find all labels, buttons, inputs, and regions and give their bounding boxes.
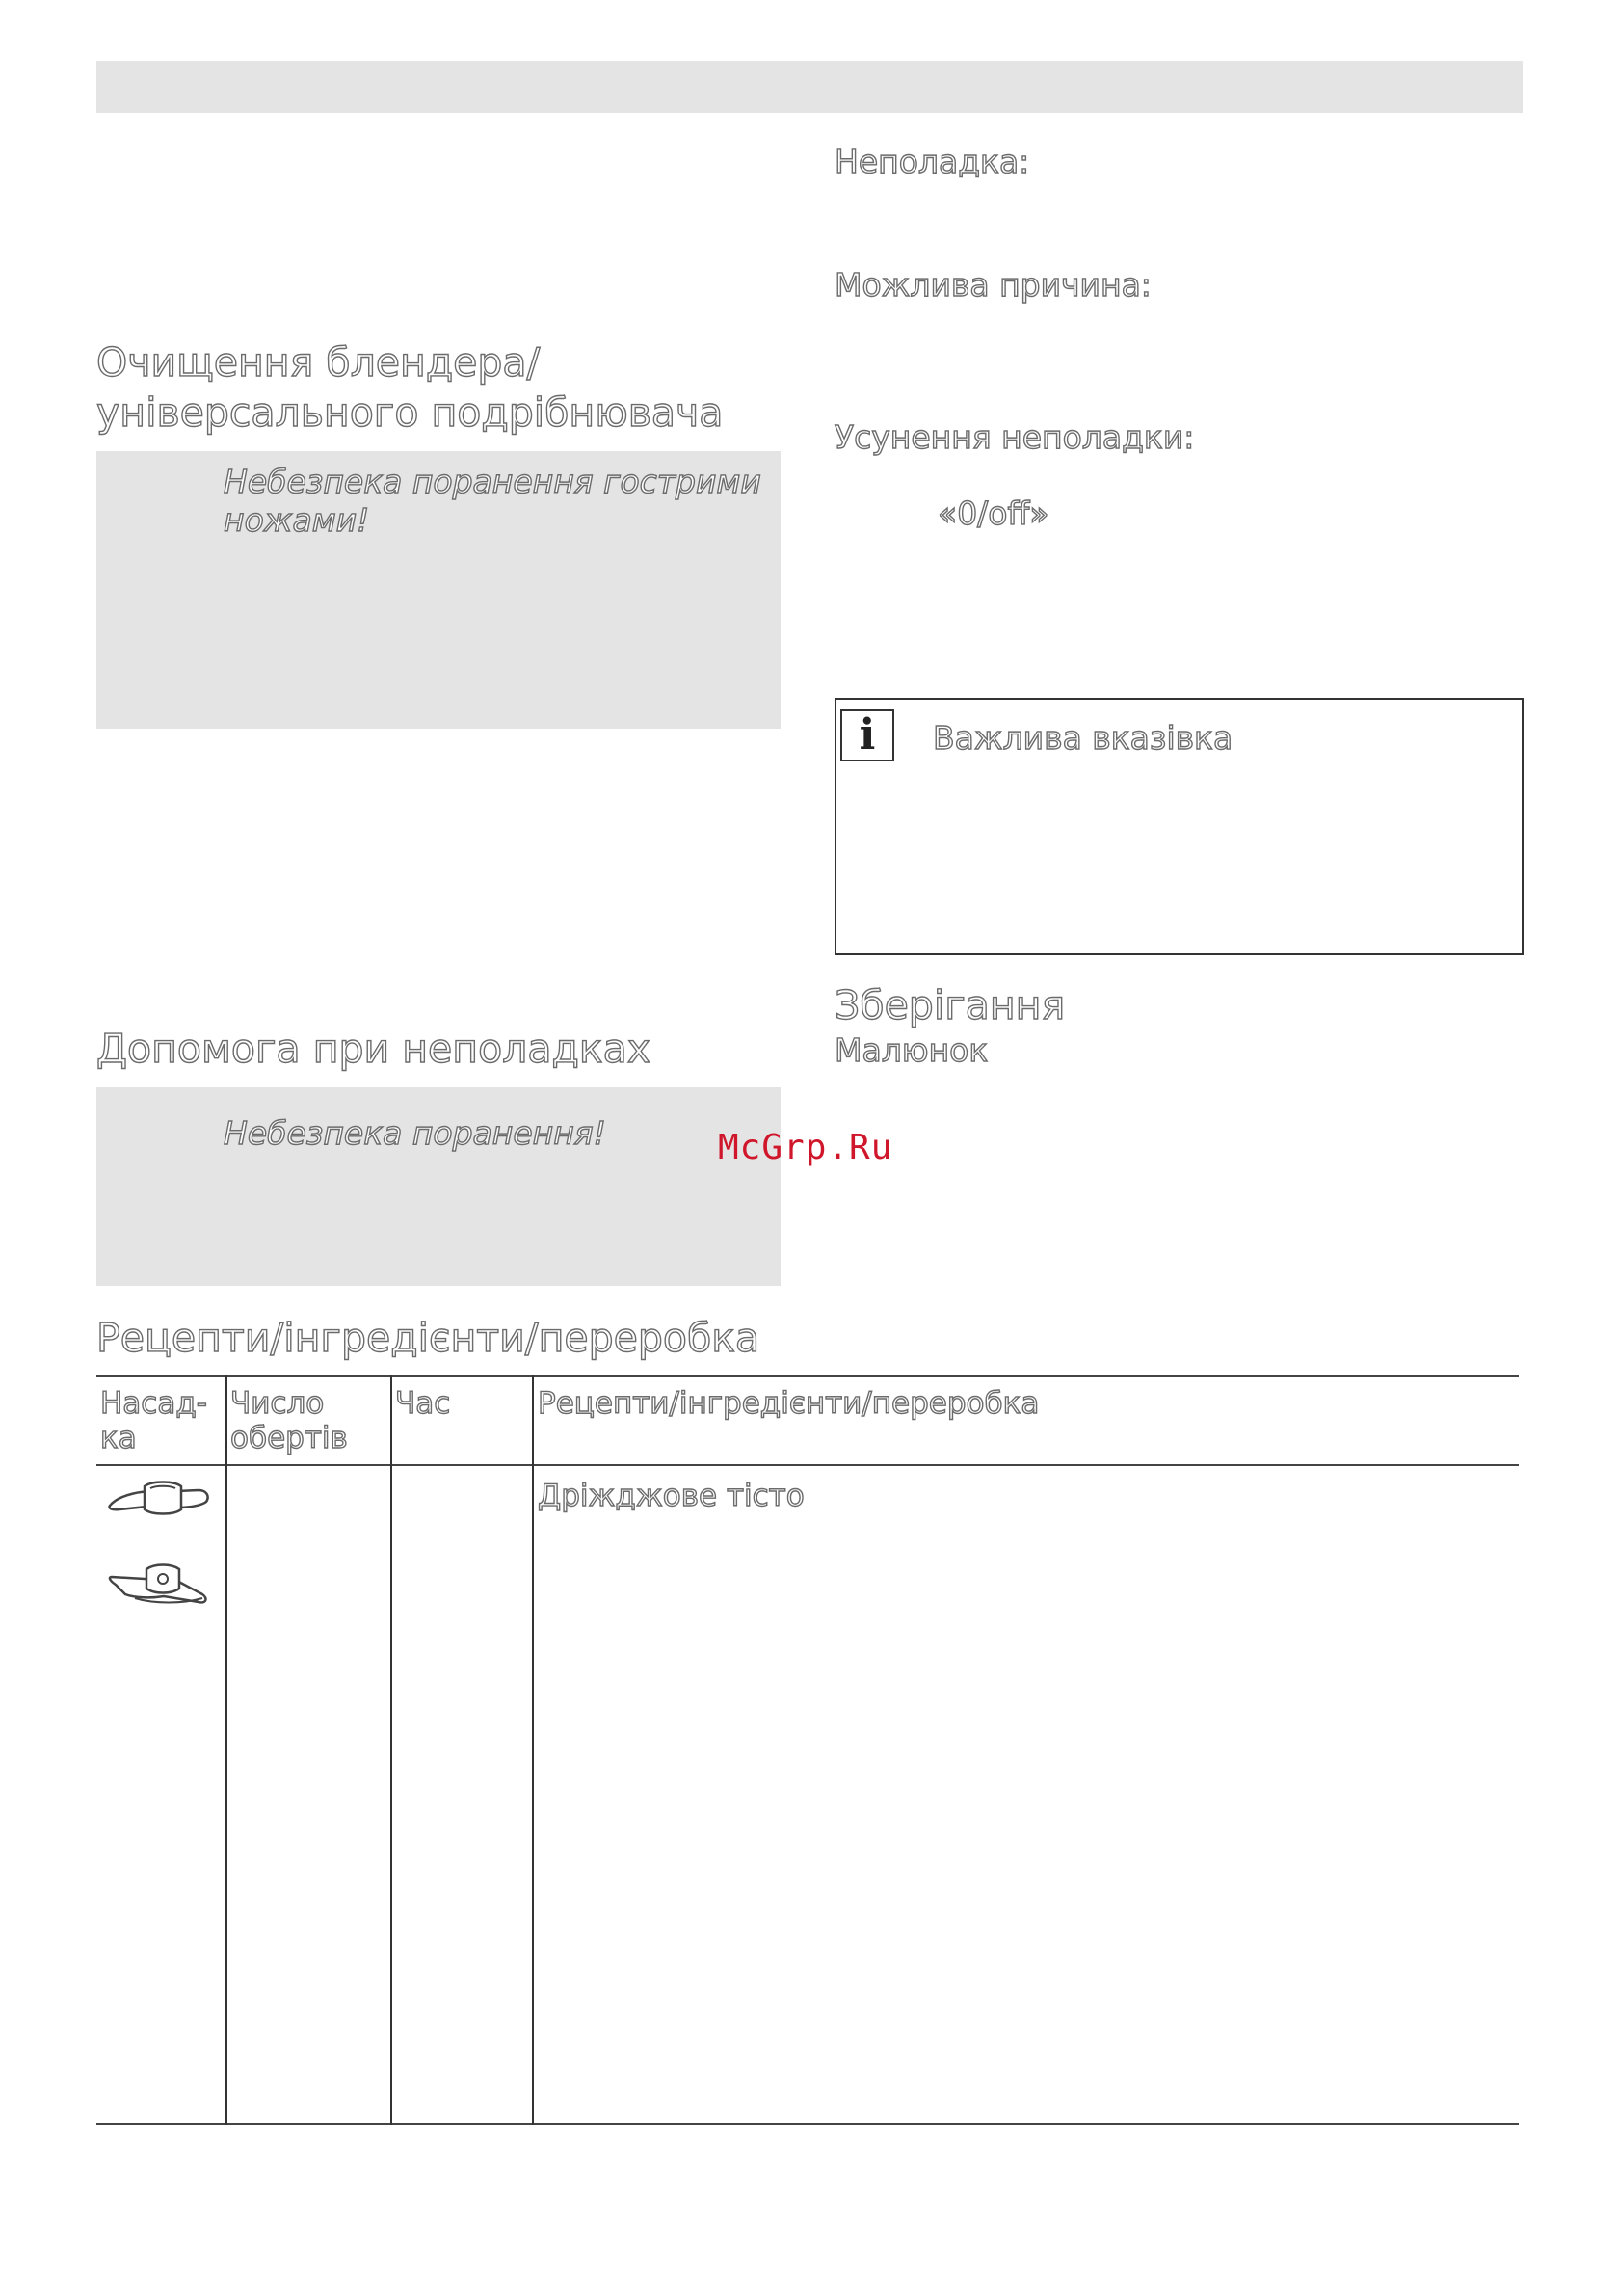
table-bottom-rule <box>96 2123 1519 2125</box>
important-note-box <box>835 698 1524 955</box>
fix-label: Усунення неполадки: <box>835 418 1195 456</box>
cleaning-warning-text <box>224 463 761 540</box>
watermark: McGrp.Ru <box>718 1128 893 1167</box>
cleaning-heading <box>96 337 723 438</box>
kneading-hook-icon <box>106 1560 212 1610</box>
recipe-cell: Дріжджове тісто <box>538 1479 805 1513</box>
column-header-time: Час <box>395 1386 451 1421</box>
cleaning-heading-line2: універсального подрібнювача <box>96 389 724 436</box>
info-icon: i <box>840 709 894 761</box>
cleaning-warning-box <box>96 451 781 729</box>
dough-hook-icon <box>106 1477 212 1521</box>
column-header-attachment-line1: Насад- <box>100 1386 207 1421</box>
table-col-divider-2 <box>390 1375 392 2125</box>
column-header-recipe: Рецепти/інгредієнти/переробка <box>538 1386 1040 1421</box>
cleaning-warning-line1: Небезпека поранення гострими <box>224 463 761 500</box>
figure-label: Малюнок <box>835 1031 989 1069</box>
help-warning-box <box>96 1087 781 1286</box>
help-warning-text: Небезпека поранення! <box>224 1114 606 1152</box>
important-note-title: Важлива вказівка <box>933 719 1233 757</box>
storage-heading: Зберігання <box>835 982 1066 1028</box>
cause-label: Можлива причина: <box>835 266 1152 304</box>
table-col-divider-1 <box>225 1375 227 2125</box>
switch-label: «0/off» <box>938 494 1049 532</box>
column-header-attachment-line2: ка <box>100 1421 137 1455</box>
cleaning-warning-line2: ножами! <box>224 501 370 539</box>
help-heading: Допомога при неполадках <box>96 1026 650 1072</box>
cleaning-heading-line1: Очищення блендера/ <box>96 339 541 386</box>
table-top-rule <box>96 1375 1519 1377</box>
recipes-heading: Рецепти/інгредієнти/переробка <box>96 1315 760 1361</box>
column-header-speed <box>230 1386 348 1455</box>
header-bar <box>96 61 1523 113</box>
table-col-divider-3 <box>532 1375 534 2125</box>
table-header-rule <box>96 1464 1519 1466</box>
fault-label: Неполадка: <box>835 143 1030 180</box>
column-header-speed-line2: обертів <box>230 1421 348 1455</box>
column-header-speed-line1: Число <box>230 1386 325 1421</box>
column-header-attachment <box>100 1386 207 1455</box>
